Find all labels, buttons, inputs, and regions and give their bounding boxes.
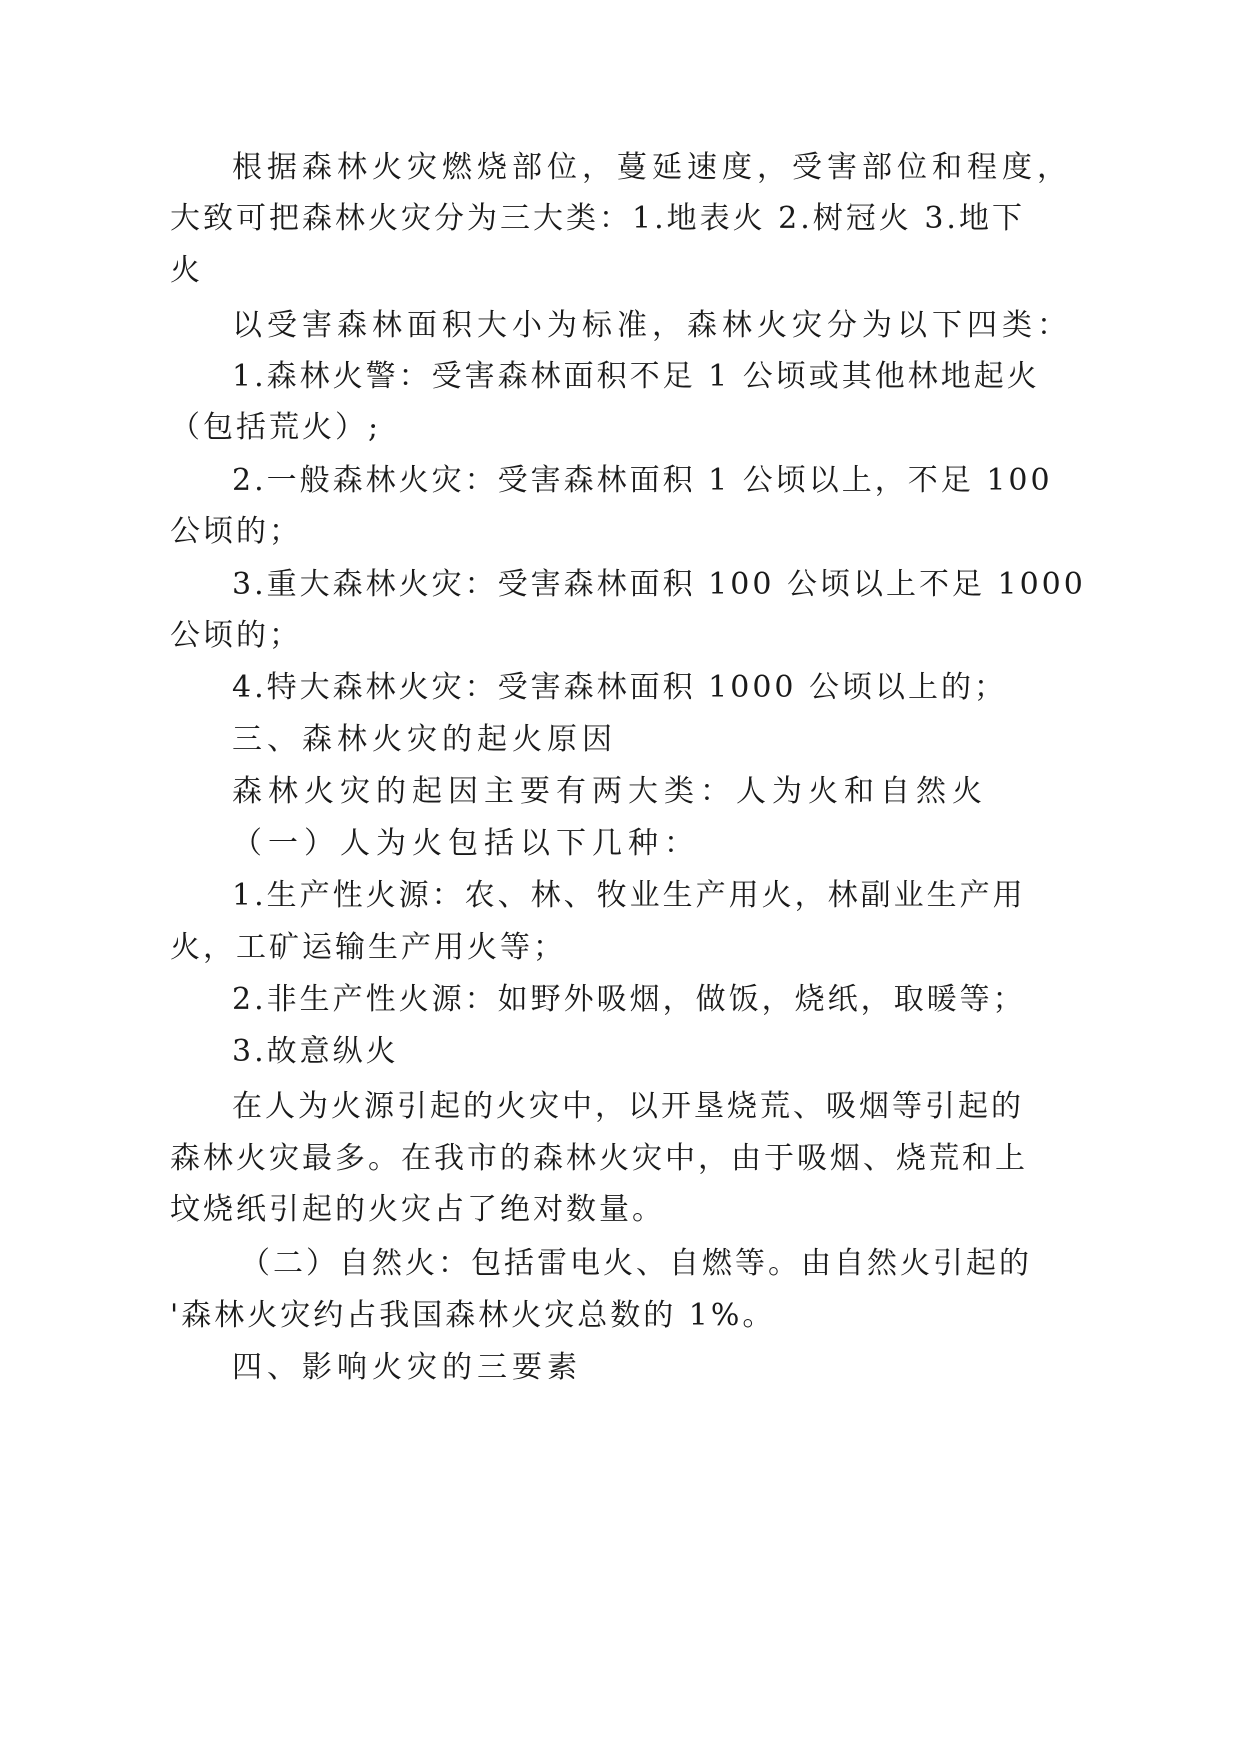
paragraph-line: （二）自然火：包括雷电火、自燃等。由自然火引起的 bbox=[240, 1246, 1032, 1281]
paragraph-line: 以受害森林面积大小为标准，森林火灾分为以下四类： bbox=[232, 308, 1072, 343]
paragraph-line: 根据森林火灾燃烧部位，蔓延速度，受害部位和程度， bbox=[232, 150, 1072, 185]
list-item: 1.生产性火源：农、林、牧业生产用火，林副业生产用 bbox=[232, 878, 1026, 913]
list-item-continuation: 火，工矿运输生产用火等； bbox=[170, 930, 566, 965]
list-item: 2.非生产性火源：如野外吸烟，做饭，烧纸，取暖等； bbox=[232, 982, 1026, 1017]
list-item-continuation: 公顷的； bbox=[170, 514, 302, 549]
subsection-heading: （一）人为火包括以下几种： bbox=[232, 826, 700, 861]
list-item: 3.重大森林火灾：受害森林面积 100 公顷以上不足 1000 bbox=[232, 567, 1086, 602]
paragraph-line: 森林火灾最多。在我市的森林火灾中，由于吸烟、烧荒和上 bbox=[170, 1141, 1028, 1176]
list-item: 4.特大森林火灾：受害森林面积 1000 公顷以上的； bbox=[232, 670, 1008, 705]
list-item: 3.故意纵火 bbox=[232, 1034, 399, 1069]
paragraph-line: 坟烧纸引起的火灾占了绝对数量。 bbox=[170, 1192, 665, 1227]
paragraph-line: 在人为火源引起的火灾中，以开垦烧荒、吸烟等引起的 bbox=[232, 1089, 1024, 1124]
list-item-continuation: 公顷的； bbox=[170, 618, 302, 653]
list-item-continuation: （包括荒火）; bbox=[170, 410, 382, 445]
list-item: 2.一般森林火灾：受害森林面积 1 公顷以上，不足 100 bbox=[232, 463, 1053, 498]
paragraph-line: 大致可把森林火灾分为三大类：1.地表火 2.树冠火 3.地下 bbox=[170, 201, 1025, 236]
section-heading: 四、影响火灾的三要素 bbox=[232, 1350, 582, 1385]
list-item: 1.森林火警：受害森林面积不足 1 公顷或其他林地起火 bbox=[232, 359, 1040, 394]
section-heading: 三、森林火灾的起火原因 bbox=[232, 722, 617, 757]
paragraph-line: 森林火灾的起因主要有两大类：人为火和自然火 bbox=[232, 774, 988, 809]
paragraph-line: '森林火灾约占我国森林火灾总数的 1%。 bbox=[170, 1298, 776, 1333]
paragraph-line: 火 bbox=[170, 253, 205, 288]
